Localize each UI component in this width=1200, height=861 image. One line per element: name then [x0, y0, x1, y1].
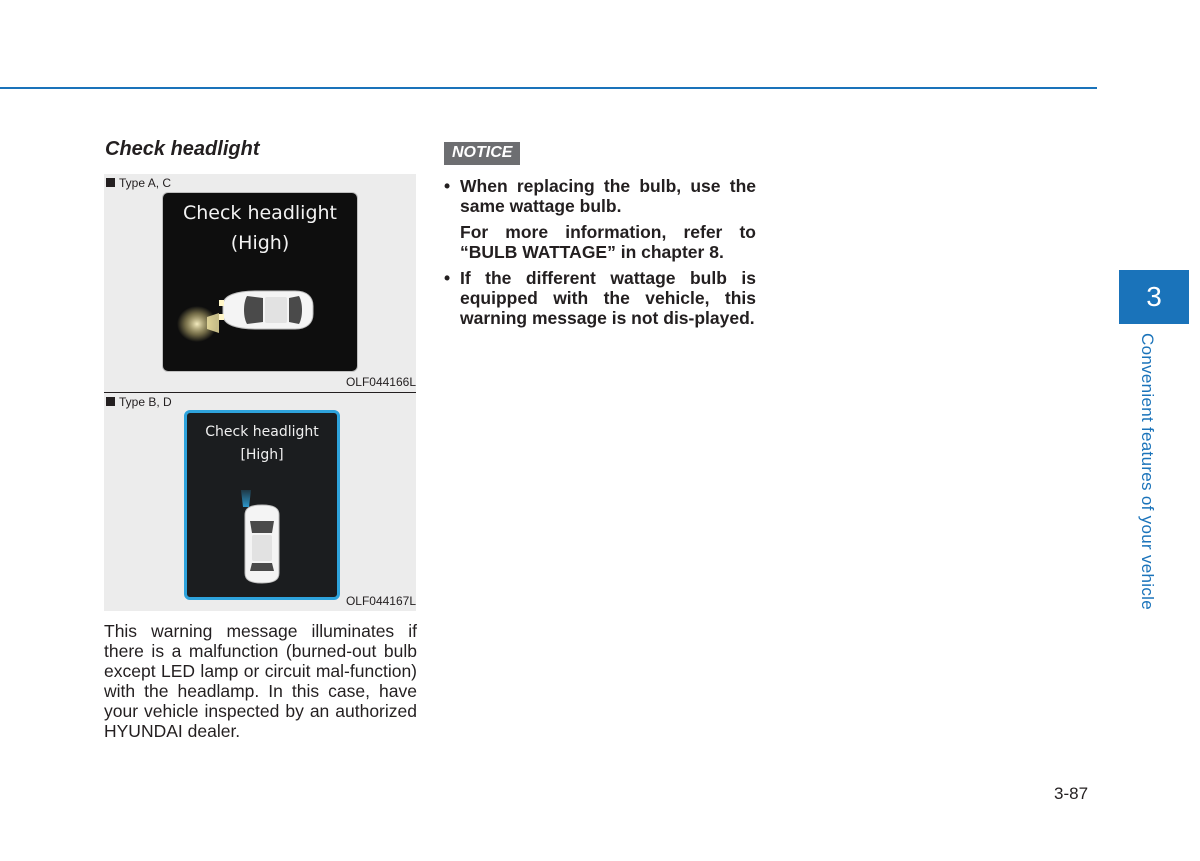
notice-paragraph: When replacing the bulb, use the same wattage bulb.: [460, 176, 756, 216]
body-paragraph: This warning message illuminates if there is a malfunction (burned-out bulb except LED lamp or circuit mal-function) with the headlamp. In this case, have your vehicle inspected by an authorized HYUNDAI dealer.: [104, 621, 417, 741]
figure-type-label: Type B, D: [106, 395, 172, 409]
notice-paragraph: If the different wattage bulb is equipped with the vehicle, this warning message is not dis-played.: [460, 268, 756, 328]
section-title: Check headlight: [105, 138, 260, 160]
bullet-icon: •: [444, 176, 451, 196]
cluster-display-b-d: [184, 410, 340, 600]
notice-list: [444, 176, 756, 334]
notice-item: [444, 268, 756, 328]
chapter-tab: 3: [1119, 270, 1189, 324]
display-message-line-1: Check headlight: [205, 424, 319, 440]
square-bullet-icon: [106, 397, 115, 406]
display-message-line-2: [High]: [240, 447, 284, 463]
header-rule: [0, 87, 1097, 89]
notice-paragraph: For more information, refer to “BULB WATTAGE” in chapter 8.: [460, 222, 756, 262]
bullet-icon: •: [444, 268, 451, 288]
figure-code: OLF044166L: [345, 375, 416, 389]
cluster-display-a-c: [163, 193, 357, 371]
figure-code: OLF044167L: [345, 594, 416, 608]
display-message-line-2: (High): [230, 232, 290, 254]
notice-item: [444, 176, 756, 262]
figure-type-a-c: [104, 174, 416, 392]
figure-type-b-d: [104, 393, 416, 611]
page-number: 3-87: [1054, 784, 1089, 803]
car-headlight-icon: [187, 413, 337, 597]
notice-badge: NOTICE: [444, 142, 520, 165]
chapter-name: Convenient features of your vehicle: [1138, 333, 1157, 610]
display-message-line-1: Check headlight: [182, 202, 338, 224]
car-headlight-icon: [163, 193, 357, 371]
square-bullet-icon: [106, 178, 115, 187]
figure-type-label: Type A, C: [106, 176, 171, 190]
